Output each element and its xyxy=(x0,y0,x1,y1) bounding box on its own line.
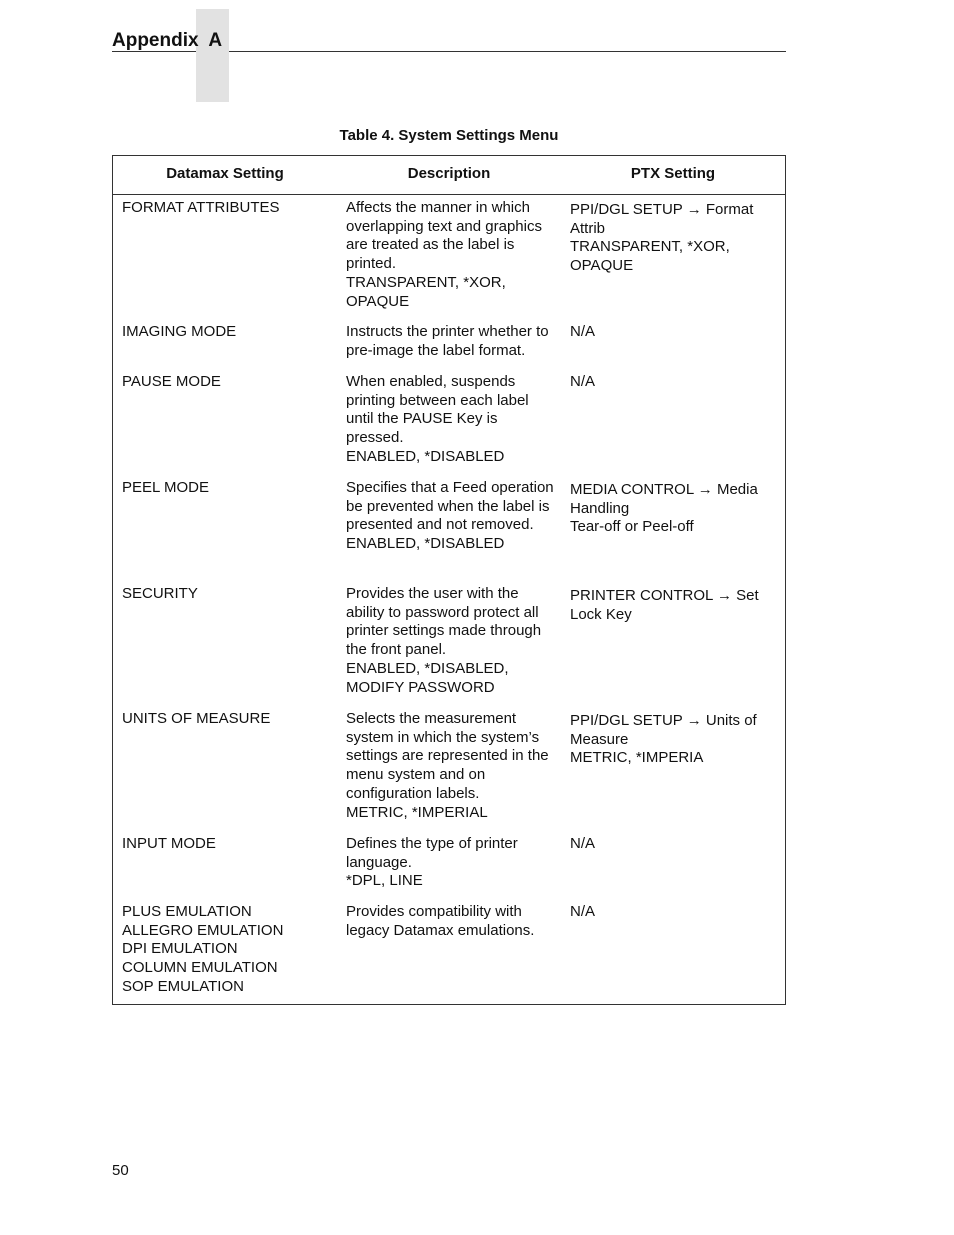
appendix-heading: Appendix A xyxy=(112,30,223,51)
column-header-description: Description xyxy=(407,165,491,182)
system-settings-table xyxy=(112,155,786,1005)
row-pause-mode-setting: PAUSE MODE xyxy=(122,373,221,390)
row-security-ptx: PRINTER CONTROL → Set Lock Key xyxy=(570,587,759,623)
row-pause-mode-description: When enabled, suspends printing between each label until the PAUSE Key is pressed. ENABLED, *DISABLED xyxy=(346,373,529,465)
page-number: 50 xyxy=(112,1162,129,1179)
row-peel-mode-ptx: MEDIA CONTROL → Media Handling Tear-off or Peel-off xyxy=(570,481,758,536)
header-rule xyxy=(229,51,786,52)
table-caption: Table 4. System Settings Menu xyxy=(339,127,559,144)
row-peel-mode-setting: PEEL MODE xyxy=(122,479,209,496)
row-input-mode-description: Defines the type of printer language. *DPL, LINE xyxy=(346,835,518,890)
row-imaging-mode-ptx: N/A xyxy=(570,323,596,340)
row-imaging-mode-setting: IMAGING MODE xyxy=(122,323,237,340)
table-header-row xyxy=(113,156,785,195)
row-security-description: Provides the user with the ability to password protect all printer settings made through the front panel. ENABLED, *DISABLED, MODIFY PASSWORD xyxy=(346,585,542,696)
row-format-attributes-ptx: PPI/DGL SETUP → Format Attrib TRANSPARENT, *XOR, OPAQUE xyxy=(570,201,754,275)
column-header-ptx-setting: PTX Setting xyxy=(630,165,716,182)
row-pause-mode-ptx: N/A xyxy=(570,373,596,390)
header-rule-left xyxy=(112,51,196,52)
row-imaging-mode-description: Instructs the printer whether to pre-image the label format. xyxy=(346,323,549,359)
column-header-datamax-setting: Datamax Setting xyxy=(166,165,284,182)
row-peel-mode-description: Specifies that a Feed operation be prevented when the label is presented and not removed. ENABLED, *DISABLED xyxy=(346,479,554,553)
row-emulations-description: Provides compatibility with legacy Datamax emulations. xyxy=(346,903,535,939)
row-format-attributes-description: Affects the manner in which overlapping text and graphics are treated as the label is printed. TRANSPARENT, *XOR, OPAQUE xyxy=(346,199,542,310)
row-emulations-setting: PLUS EMULATION ALLEGRO EMULATION DPI EMULATION COLUMN EMULATION SOP EMULATION xyxy=(122,903,284,995)
row-units-of-measure-description: Selects the measurement system in which the system’s settings are represented in the menu system and on configuration labels. METRIC, *IMPERIAL xyxy=(346,710,549,821)
row-units-of-measure-setting: UNITS OF MEASURE xyxy=(122,710,271,727)
row-format-attributes-setting: FORMAT ATTRIBUTES xyxy=(122,199,280,216)
row-input-mode-ptx: N/A xyxy=(570,835,596,852)
row-security-setting: SECURITY xyxy=(122,585,198,602)
chapter-tab-marker xyxy=(196,9,229,102)
row-input-mode-setting: INPUT MODE xyxy=(122,835,216,852)
row-emulations-ptx: N/A xyxy=(570,903,596,920)
row-units-of-measure-ptx: PPI/DGL SETUP → Units of Measure METRIC, *IMPERIA xyxy=(570,712,757,767)
